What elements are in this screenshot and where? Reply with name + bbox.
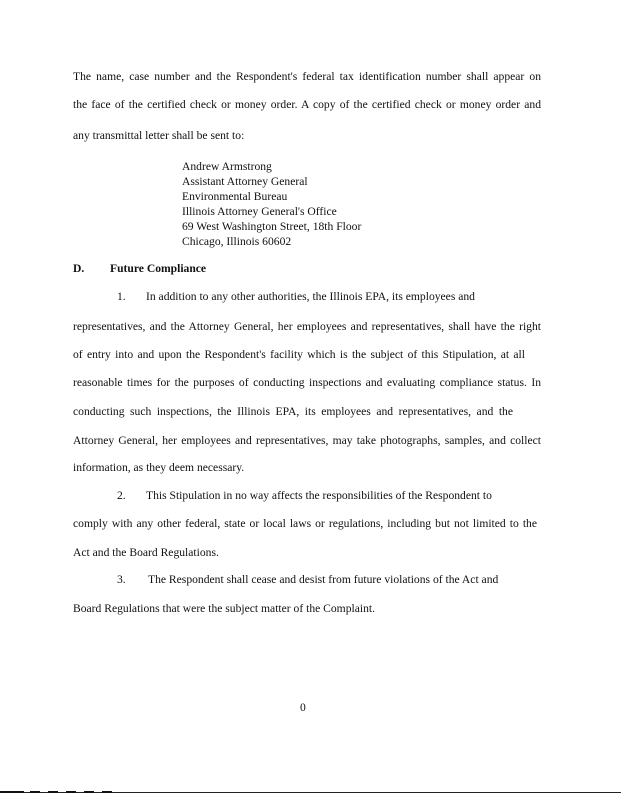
- address-line: 69 West Washington Street, 18th Floor: [182, 220, 362, 233]
- intro-line: the face of the certified check or money order. A copy of the certified check or money order and: [73, 98, 541, 111]
- paragraph-number: 1.: [117, 290, 126, 303]
- paragraph-number: 2.: [117, 489, 126, 502]
- rule-dash: [0, 791, 24, 793]
- paragraph-line: The Respondent shall cease and desist from future violations of the Act and: [148, 573, 499, 586]
- address-line: Chicago, Illinois 60602: [182, 235, 292, 248]
- paragraph-line: conducting such inspections, the Illinois EPA, its employees and representatives, and the: [73, 405, 513, 418]
- paragraph-line: of entry into and upon the Respondent's facility which is the subject of this Stipulation, at all: [73, 348, 525, 361]
- page-number: 0: [300, 701, 306, 714]
- address-line: Illinois Attorney General's Office: [182, 205, 337, 218]
- address-block: [182, 159, 361, 249]
- intro-line: any transmittal letter shall be sent to:: [73, 129, 245, 142]
- paragraph-line: Board Regulations that were the subject matter of the Complaint.: [73, 602, 376, 615]
- rule-dash: [30, 791, 40, 793]
- paragraph-line: reasonable times for the purposes of conducting inspections and evaluating compliance status. In: [73, 376, 541, 389]
- intro-line: The name, case number and the Respondent's federal tax identification number shall appear on: [73, 70, 541, 83]
- paragraph-line: information, as they deem necessary.: [73, 461, 245, 474]
- rule-dash: [102, 791, 112, 793]
- rule-dash: [84, 791, 94, 793]
- address-line: Andrew Armstrong: [182, 160, 272, 173]
- paragraph-line: representatives, and the Attorney General, her employees and representatives, shall have the right: [73, 320, 541, 333]
- address-line: Environmental Bureau: [182, 190, 288, 203]
- rule-dash: [48, 791, 58, 793]
- paragraph-line: This Stipulation in no way affects the responsibilities of the Respondent to: [146, 489, 492, 502]
- section-heading: Future Compliance: [110, 262, 207, 275]
- paragraph-line: comply with any other federal, state or local laws or regulations, including but not limited to the: [73, 517, 537, 530]
- paragraph-line: Attorney General, her employees and representatives, may take photographs, samples, and collect: [73, 434, 541, 447]
- paragraph-line: In addition to any other authorities, the Illinois EPA, its employees and: [146, 290, 475, 303]
- rule-dash: [66, 791, 76, 793]
- paragraph-line: Act and the Board Regulations.: [73, 546, 219, 559]
- paragraph-number: 3.: [117, 573, 126, 586]
- section-letter: D.: [73, 262, 85, 275]
- address-line: Assistant Attorney General: [182, 175, 308, 188]
